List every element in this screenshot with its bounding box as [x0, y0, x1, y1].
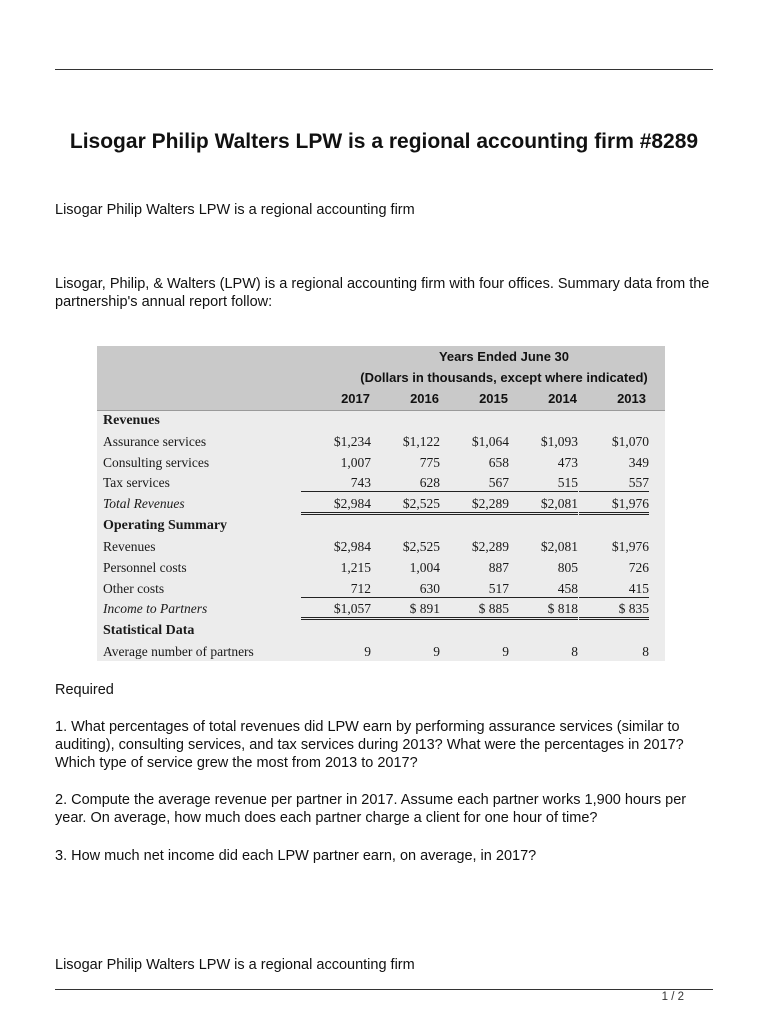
page-number: 1 / 2 — [661, 991, 684, 1003]
table-row-consulting — [97, 453, 665, 474]
section-statistical-data — [97, 621, 665, 642]
cell: $2,525 — [402, 539, 440, 554]
table-row-revenues — [97, 537, 665, 558]
cell: 415 — [579, 581, 649, 598]
year-header-2017: 2017 — [341, 391, 370, 406]
cell: 1,004 — [409, 560, 440, 575]
year-header-2013: 2013 — [617, 391, 646, 406]
row-label: Consulting services — [103, 455, 210, 470]
cell: $2,081 — [508, 496, 578, 515]
cell: 458 — [508, 581, 578, 598]
cell: 1,215 — [340, 560, 371, 575]
cell: $1,976 — [579, 496, 649, 515]
cell: $1,976 — [611, 539, 649, 554]
year-header-2016: 2016 — [410, 391, 439, 406]
cell: 1,007 — [340, 455, 371, 470]
cell: 743 — [301, 475, 371, 492]
cell: $2,289 — [471, 539, 509, 554]
cell: 8 — [642, 644, 649, 659]
footer-title: Lisogar Philip Walters LPW is a regional accounting firm — [55, 957, 415, 973]
cell: $1,093 — [540, 434, 578, 449]
question-3: 3. How much net income did each LPW partner earn, on average, in 2017? — [55, 848, 537, 864]
table-heading-years: Years Ended June 30 — [438, 349, 570, 364]
cell: $ 891 — [370, 601, 440, 620]
section-label: Statistical Data — [103, 623, 195, 638]
cell: $2,984 — [333, 539, 371, 554]
row-label: Assurance services — [103, 434, 207, 449]
table-row-income-to-partners — [97, 599, 665, 620]
table-row-assurance — [97, 432, 665, 453]
cell: 630 — [370, 581, 440, 598]
table-row-other-costs — [97, 579, 665, 600]
table-row-tax — [97, 473, 665, 494]
row-label: Income to Partners — [103, 601, 208, 616]
cell: $1,064 — [471, 434, 509, 449]
table-row-average-partners — [97, 642, 665, 663]
section-label: Operating Summary — [103, 518, 228, 533]
cell: $2,525 — [370, 496, 440, 515]
row-label: Average number of partners — [103, 644, 254, 659]
cell: $ 835 — [579, 601, 649, 620]
subtitle: Lisogar Philip Walters LPW is a regional accounting firm — [55, 202, 415, 218]
cell: $2,289 — [439, 496, 509, 515]
cell: 726 — [628, 560, 649, 575]
cell: $2,984 — [301, 496, 371, 515]
required-heading: Required — [55, 682, 114, 698]
cell: $1,234 — [333, 434, 371, 449]
cell: 517 — [439, 581, 509, 598]
cell: $ 818 — [508, 601, 578, 620]
cell: 775 — [419, 455, 440, 470]
cell: $1,122 — [402, 434, 440, 449]
section-revenues — [97, 411, 665, 432]
row-label: Other costs — [103, 581, 165, 596]
cell: 658 — [488, 455, 509, 470]
question-2: 2. Compute the average revenue per partner in 2017. Assume each partner works 1,900 hours per year. On average, how much does each partner charge a client for one hour of time? — [55, 792, 687, 826]
table-row-personnel-costs — [97, 558, 665, 579]
table-header — [97, 346, 665, 410]
cell: 628 — [370, 475, 440, 492]
cell: 515 — [508, 475, 578, 492]
cell: 805 — [557, 560, 578, 575]
year-header-2014: 2014 — [548, 391, 577, 406]
cell: $1,070 — [611, 434, 649, 449]
intro-paragraph: Lisogar, Philip, & Walters (LPW) is a regional accounting firm with four offices. Summary data from the partnership's annual report follow: — [55, 276, 710, 310]
cell: 9 — [433, 644, 440, 659]
cell: $2,081 — [540, 539, 578, 554]
table-heading-units: (Dollars in thousands, except where indicated) — [360, 370, 648, 385]
top-rule — [55, 69, 713, 70]
row-label: Personnel costs — [103, 560, 187, 575]
row-label: Tax services — [103, 475, 170, 490]
cell: 9 — [502, 644, 509, 659]
cell: 567 — [439, 475, 509, 492]
table-row-total-revenues — [97, 494, 665, 515]
cell: 349 — [628, 455, 649, 470]
row-label: Total Revenues — [103, 496, 185, 511]
cell: 887 — [488, 560, 509, 575]
summary-table — [97, 346, 665, 661]
year-header-2015: 2015 — [479, 391, 508, 406]
section-label: Revenues — [103, 413, 160, 428]
cell: 712 — [301, 581, 371, 598]
section-operating-summary — [97, 516, 665, 537]
question-1: 1. What percentages of total revenues did LPW earn by performing assurance services (similar to auditing), consulting services, and tax services during 2013? What were the percentages in 2017? Which type of service grew the most from 2013 to 2017? — [55, 719, 684, 771]
cell: 9 — [364, 644, 371, 659]
bottom-rule — [55, 989, 713, 990]
cell: 8 — [571, 644, 578, 659]
page-title: Lisogar Philip Walters LPW is a regional accounting firm #8289 — [69, 130, 699, 153]
cell: 557 — [579, 475, 649, 492]
cell: $ 885 — [439, 601, 509, 620]
row-label: Revenues — [103, 539, 156, 554]
cell: 473 — [557, 455, 578, 470]
cell: $1,057 — [301, 601, 371, 620]
